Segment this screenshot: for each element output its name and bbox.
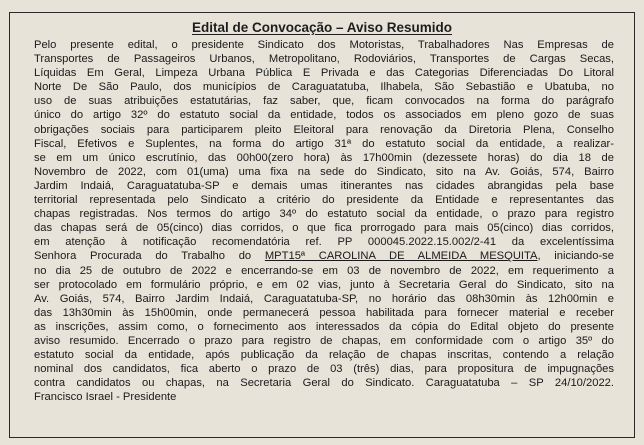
body-line: único do artigo 32º do estatuto social da entidade, todos os associados em pleno gozo de suas (34, 109, 614, 122)
body-line: das chapas será de 05(cinco) dias corridos, o que fica prorrogado para mais 05(cinco) dias corridos, (34, 222, 614, 235)
body-line: em atenção à notificação recomendatória ref. PP 000045.2022.15.002/2-41 da excelentíssima (34, 236, 614, 249)
body-line: ser protocolado em formulário próprio, e em 02 vias, junto à Secretaria Geral do Sindicato, sito na (34, 278, 614, 291)
title-row (0, 19, 644, 37)
body-line: Norte De São Paulo, dos municípios de Caraguatatuba, Ilhabela, São Sebastião e Ubatuba, no (34, 81, 614, 94)
body-line: obrigações sociais para participarem pleito Eleitoral para renovação da Diretoria Plena, Conselho (34, 123, 614, 136)
body-line: Novembro de 2022, com 01(uma) uma fixa na sede do Sindicato, sito na Av. Goiás, 574, Bairro (34, 165, 614, 178)
body-line: Fiscal, Efetivos e Suplentes, na forma do artigo 31ª do estatuto social da entidade, a realizar- (34, 137, 614, 150)
body-line: Líquidas Em Geral, Limpeza Urbana Pública E Privada e das Categorias Diferenciadas Do Litoral (34, 67, 614, 80)
body-line: Jardim Indaiá, Caraguatatuba-SP e demais umas itinerantes nas cidades abrangidas pela base (34, 179, 614, 192)
procurator-name: MPT15ª CAROLINA DE ALMEIDA MESQUITA (264, 250, 538, 263)
body-line: Av. Goiás, 574, Bairro Jardim Indaiá, Caraguatatuba-SP, no horário das 08h30min às 12h00min e (34, 292, 614, 305)
procurator-suffix: , iniciando-se (537, 250, 614, 263)
body-line: Transportes de Passageiros Urbanos, Metropolitano, Rodoviários, Transportes de Cargas Secas, (34, 53, 614, 66)
body-line: das 13h30min às 15h00min, onde permanecerá pessoa habilitada para fornecer material e receber (34, 306, 614, 319)
body-line: territorial representada pelo Sindicato a critério do presidente da Entidade e representantes das (34, 194, 614, 207)
body-line: aviso resumido. Encerrado o prazo para registro de chapas, em conformidade com o artigo 35º do (34, 334, 614, 347)
body-line: chapas registradas. Nos termos do artigo 34º do estatuto social da entidade, o prazo para registro (34, 208, 614, 221)
notice-title: Edital de Convocação – Aviso Resumido (191, 20, 453, 35)
body-line: nominal dos candidatos, fica aberto o prazo de 03 (três) dias, para propositura de impugnações (34, 363, 614, 376)
signature: Francisco Israel - Presidente (34, 391, 177, 404)
body-line: no dia 25 de outubro de 2022 e encerrando-se em 03 de novembro de 2022, em requerimento a (34, 264, 614, 277)
body-line: se em um único escrutínio, das 00h00(zero hora) às 17h00min (dezessete horas) do dia 18 de (34, 151, 614, 164)
body-line: as inscrições, assim como, o fornecimento aos interessados da cópia do Edital objeto do presente (34, 320, 614, 333)
body-line: contra candidatos ou chapas, na Secretaria Geral do Sindicato. Caraguatatuba – SP 24/10/2022. (34, 377, 614, 390)
body-line-procurator (34, 249, 614, 263)
body-line: uso de suas atribuições estatutárias, faz saber, que, ficam convocados na forma do parágrafo (34, 95, 614, 108)
notice-body (34, 38, 614, 404)
body-line: estatuto social da entidade, após publicação da relação de chapas inscritas, contendo a relação (34, 349, 614, 362)
procurator-prefix: Senhora Procurada do Trabalho do (34, 250, 265, 263)
body-line: Pelo presente edital, o presidente Sindicato dos Motoristas, Trabalhadores Nas Empresas de (34, 39, 614, 51)
